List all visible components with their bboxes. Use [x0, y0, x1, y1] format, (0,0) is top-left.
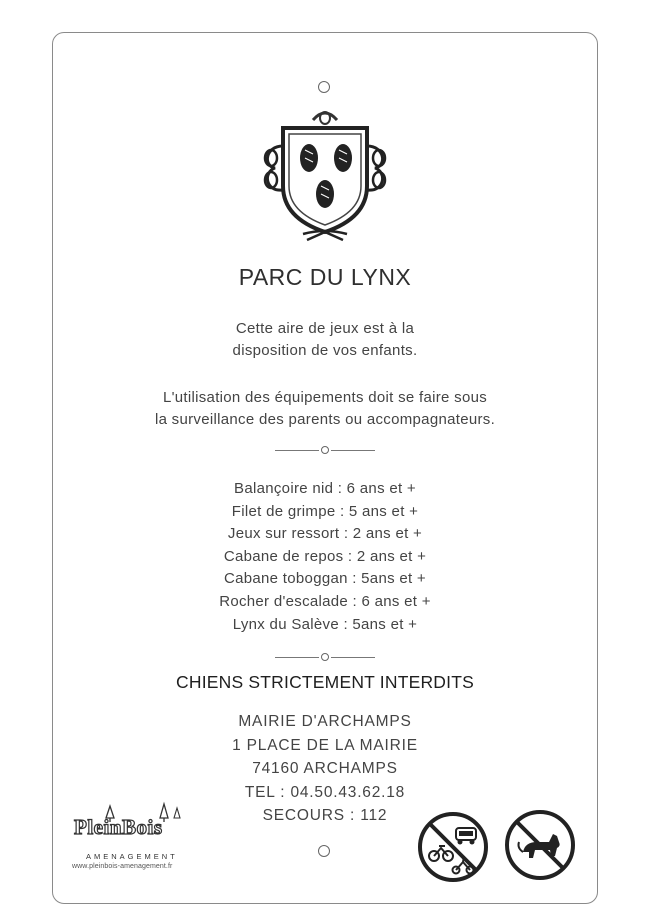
age-rule: Filet de grimpe : 5 ans et + — [231, 502, 419, 520]
age-rule: Cabane toboggan : 5ans et + — [223, 570, 426, 588]
logo-brand: PleinBois — [74, 815, 163, 839]
age-rule: Jeux sur ressort : 2 ans et + — [227, 525, 423, 543]
dogs-notice: CHIENS STRICTEMENT INTERDITS — [176, 672, 474, 692]
age-rules-list — [0, 478, 650, 636]
intro-line: disposition de vos enfants. — [232, 342, 418, 359]
phone-line: TEL : 04.50.43.62.18 — [244, 783, 406, 801]
logo-website: www.pleinbois-amenagement.fr — [72, 863, 173, 870]
intro-line: Cette aire de jeux est à la — [235, 320, 415, 337]
age-rule: Rocher d'escalade : 6 ans et + — [219, 592, 431, 610]
age-rule: Cabane de repos : 2 ans et + — [223, 547, 427, 565]
address-line: MAIRIE D'ARCHAMPS — [238, 713, 412, 730]
sign-title: PARC DU LYNX — [238, 264, 412, 290]
emergency-line: SECOURS : 112 — [262, 807, 388, 824]
no-motor-vehicles-icon — [416, 810, 490, 884]
supervision-text — [0, 387, 650, 431]
logo-tagline: AMENAGEMENT — [86, 852, 178, 861]
address-line: 74160 ARCHAMPS — [252, 760, 398, 777]
age-rule: Lynx du Salève : 5ans et + — [232, 615, 418, 633]
no-dogs-icon — [503, 808, 577, 882]
age-rule: Balançoire nid : 6 ans et + — [234, 480, 416, 497]
intro-text — [0, 318, 650, 362]
supervision-line: L'utilisation des équipements doit se faire sous — [162, 389, 488, 406]
coat-of-arms-icon — [255, 106, 395, 246]
mounting-hole-top — [318, 81, 330, 93]
section-divider — [275, 446, 375, 456]
address-line: 1 PLACE DE LA MAIRIE — [232, 736, 418, 754]
mounting-hole-bottom — [318, 845, 330, 857]
pleinbois-logo — [66, 800, 226, 880]
supervision-line: la surveillance des parents ou accompagnateurs. — [154, 411, 496, 428]
section-divider — [275, 653, 375, 663]
